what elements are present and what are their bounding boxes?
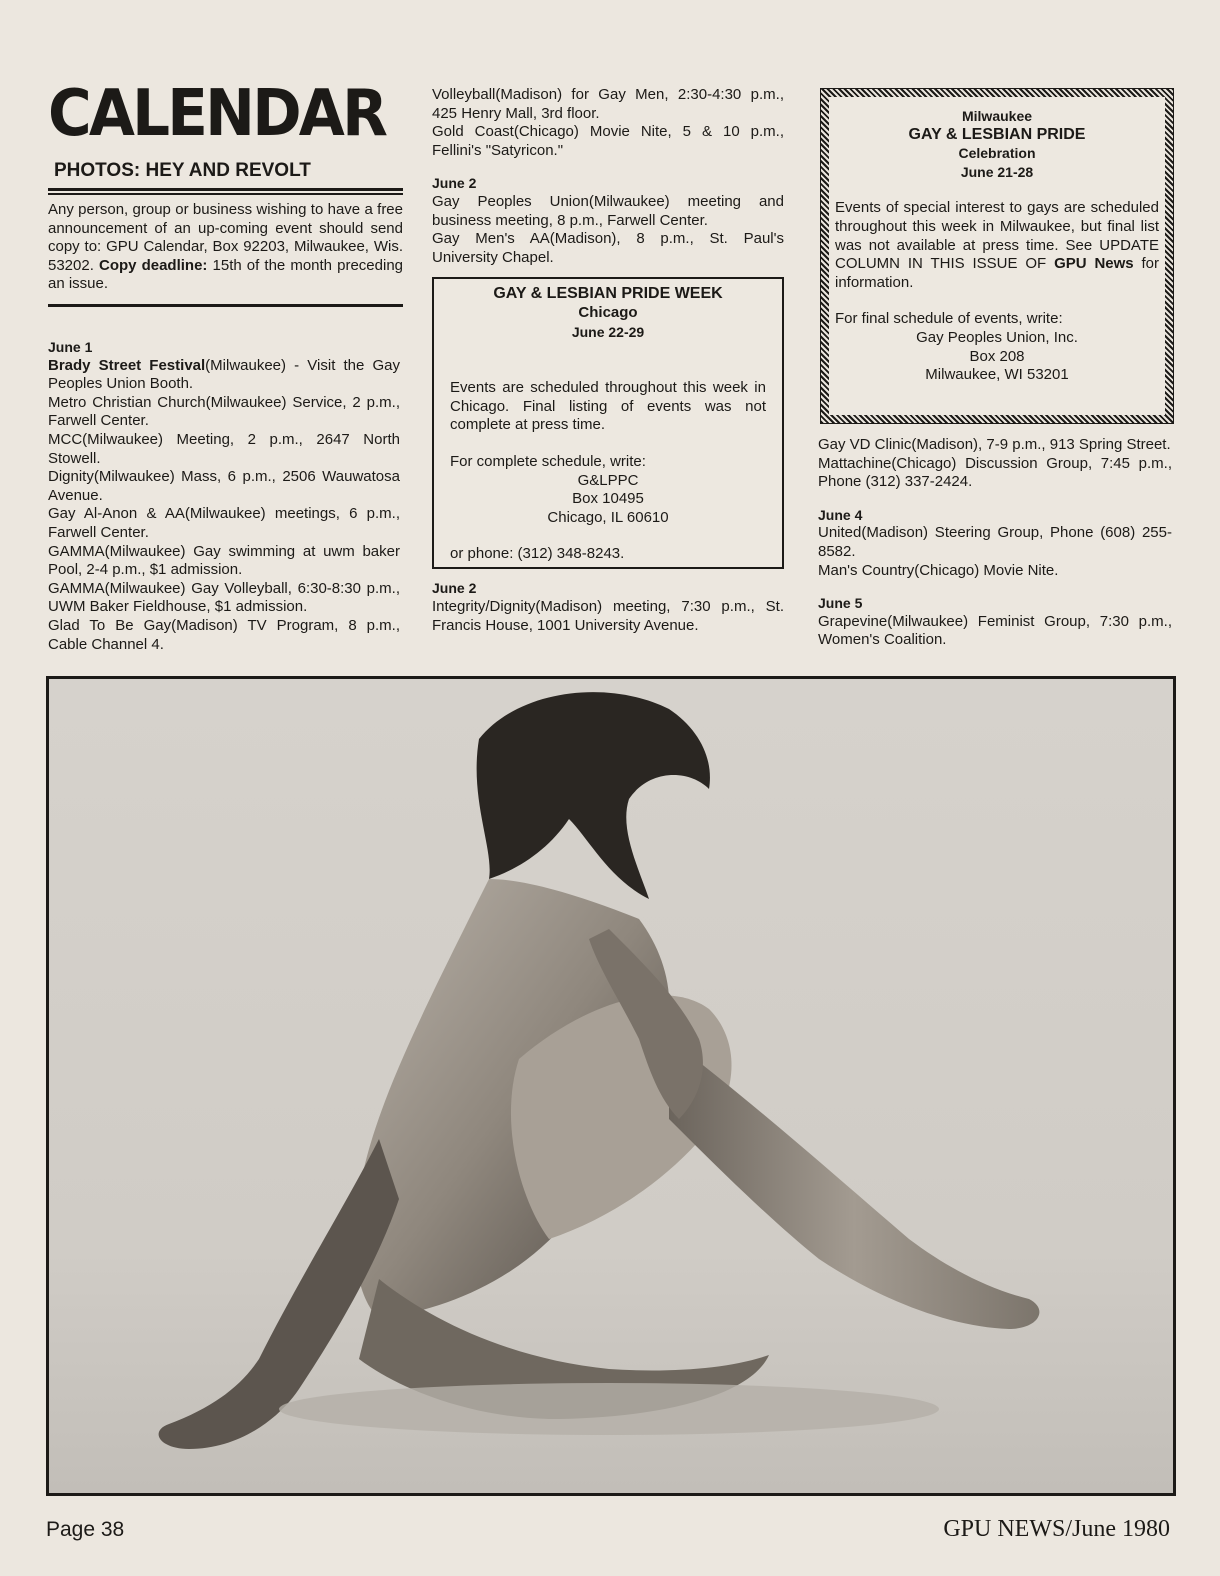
intro-text: Any person, group or business wishing to have a free announcement of an up-coming event should send copy to: GPU Calendar, Box 92203, Milwaukee, Wis. 53202. <box>48 201 403 274</box>
box-phone: or phone: (312) 348-8243. <box>450 545 625 563</box>
page-title: CALENDAR <box>48 77 386 151</box>
event-entry: Man's Country(Chicago) Movie Nite. <box>818 561 1059 579</box>
chicago-pride-box <box>432 277 784 569</box>
photo <box>46 676 1176 1496</box>
seated-figure-photo <box>49 679 1173 1493</box>
box-title: GAY & LESBIAN PRIDE WEEK <box>493 285 723 303</box>
box-city: Chicago <box>578 303 638 321</box>
event-entry: Gay Al-Anon & AA(Milwaukee) meetings, 6 p.m., Farwell Center. <box>48 505 400 541</box>
column-2 <box>432 86 784 635</box>
copy-deadline-label: Copy deadline: <box>98 256 208 274</box>
event-entry: United(Madison) Steering Group, Phone (608) 255-8582. <box>818 524 1172 560</box>
event-entry: Gay Peoples Union(Milwaukee) meeting and business meeting, 8 p.m., Farwell Center. <box>432 192 784 229</box>
box-city: Milwaukee <box>961 108 1033 124</box>
box-address: Gay Peoples Union, Inc. <box>916 328 1078 346</box>
box-dates: June 21-28 <box>960 163 1034 180</box>
box-address: G&LPPC <box>577 471 639 489</box>
box-body: Events of special interest to gays are scheduled throughout this week in Milwaukee, but final list was not available at press time. See UPDATE COLUMN IN THIS ISSUE OF GPU News for information. <box>835 199 1160 291</box>
page-number: Page 38 <box>46 1518 125 1541</box>
box-body: Events are scheduled throughout this week in Chicago. Final listing of events was not complete at press time. <box>450 379 766 434</box>
event-entry: GAMMA(Milwaukee) Gay swimming at uwm baker Pool, 2-4 p.m., $1 admission. <box>48 542 400 579</box>
box-address: Box 208 <box>969 347 1025 365</box>
box-address: Milwaukee, WI 53201 <box>925 366 1069 384</box>
event-entry: Mattachine(Chicago) Discussion Group, 7:45 p.m., Phone (312) 337-2424. <box>818 454 1172 491</box>
event-entry: Metro Christian Church(Milwaukee) Service, 2 p.m., Farwell Center. <box>48 393 400 430</box>
event-entry: GAMMA(Milwaukee) Gay Volleyball, 6:30-8:30 p.m., UWM Baker Fieldhouse, $1 admission. <box>48 579 400 616</box>
event-entry: Brady Street Festival(Milwaukee) - Visit the Gay Peoples Union Booth. <box>48 356 400 393</box>
event-date: June 1 <box>48 339 93 355</box>
event-date: June 2 <box>432 580 477 597</box>
box-address: Chicago, IL 60610 <box>547 508 669 526</box>
event-entry: Gold Coast(Chicago) Movie Nite, 5 & 10 p.m., Fellini's "Satyricon." <box>432 123 784 159</box>
box-write-label: For final schedule of events, write: <box>835 310 1063 328</box>
box-dates: June 22-29 <box>571 323 645 340</box>
event-entry: Volleyball(Madison) for Gay Men, 2:30-4:30 p.m., 425 Henry Mall, 3rd floor. <box>432 86 784 122</box>
event-entry: Glad To Be Gay(Madison) TV Program, 8 p.m., Cable Channel 4. <box>48 616 400 653</box>
intro-paragraph <box>48 195 403 298</box>
intro-text: 15th of the month preceding an issue. <box>48 256 403 292</box>
column-3 <box>818 436 1172 650</box>
event-entry: Gay VD Clinic(Madison), 7-9 p.m., 913 Spring Street. <box>818 436 1171 453</box>
event-entry: Grapevine(Milwaukee) Feminist Group, 7:30 p.m., Women's Coalition. <box>818 612 1172 649</box>
publication-footer: GPU NEWS/June 1980 <box>943 1516 1170 1542</box>
event-date: June 5 <box>818 595 863 612</box>
column-1 <box>48 332 400 654</box>
box-write-label: For complete schedule, write: <box>450 452 646 470</box>
event-date: June 2 <box>432 175 477 192</box>
divider <box>48 188 403 191</box>
box-address: Box 10495 <box>572 490 644 508</box>
box-subtitle: Celebration <box>958 145 1036 162</box>
masthead <box>48 77 403 307</box>
divider <box>48 304 403 307</box>
event-entry: Dignity(Milwaukee) Mass, 6 p.m., 2506 Wauwatosa Avenue. <box>48 468 400 504</box>
event-entry: Integrity/Dignity(Madison) meeting, 7:30 p.m., St. Francis House, 1001 University Avenue. <box>432 597 784 634</box>
event-date: June 4 <box>818 506 863 523</box>
event-entry: MCC(Milwaukee) Meeting, 2 p.m., 2647 North Stowell. <box>48 430 400 467</box>
milwaukee-pride-box-inner <box>829 97 1165 415</box>
milwaukee-pride-box <box>820 88 1174 424</box>
photo-credit: PHOTOS: HEY AND REVOLT <box>54 160 311 181</box>
box-title: GAY & LESBIAN PRIDE <box>908 125 1086 143</box>
event-entry: Gay Men's AA(Madison), 8 p.m., St. Paul's University Chapel. <box>432 230 784 266</box>
